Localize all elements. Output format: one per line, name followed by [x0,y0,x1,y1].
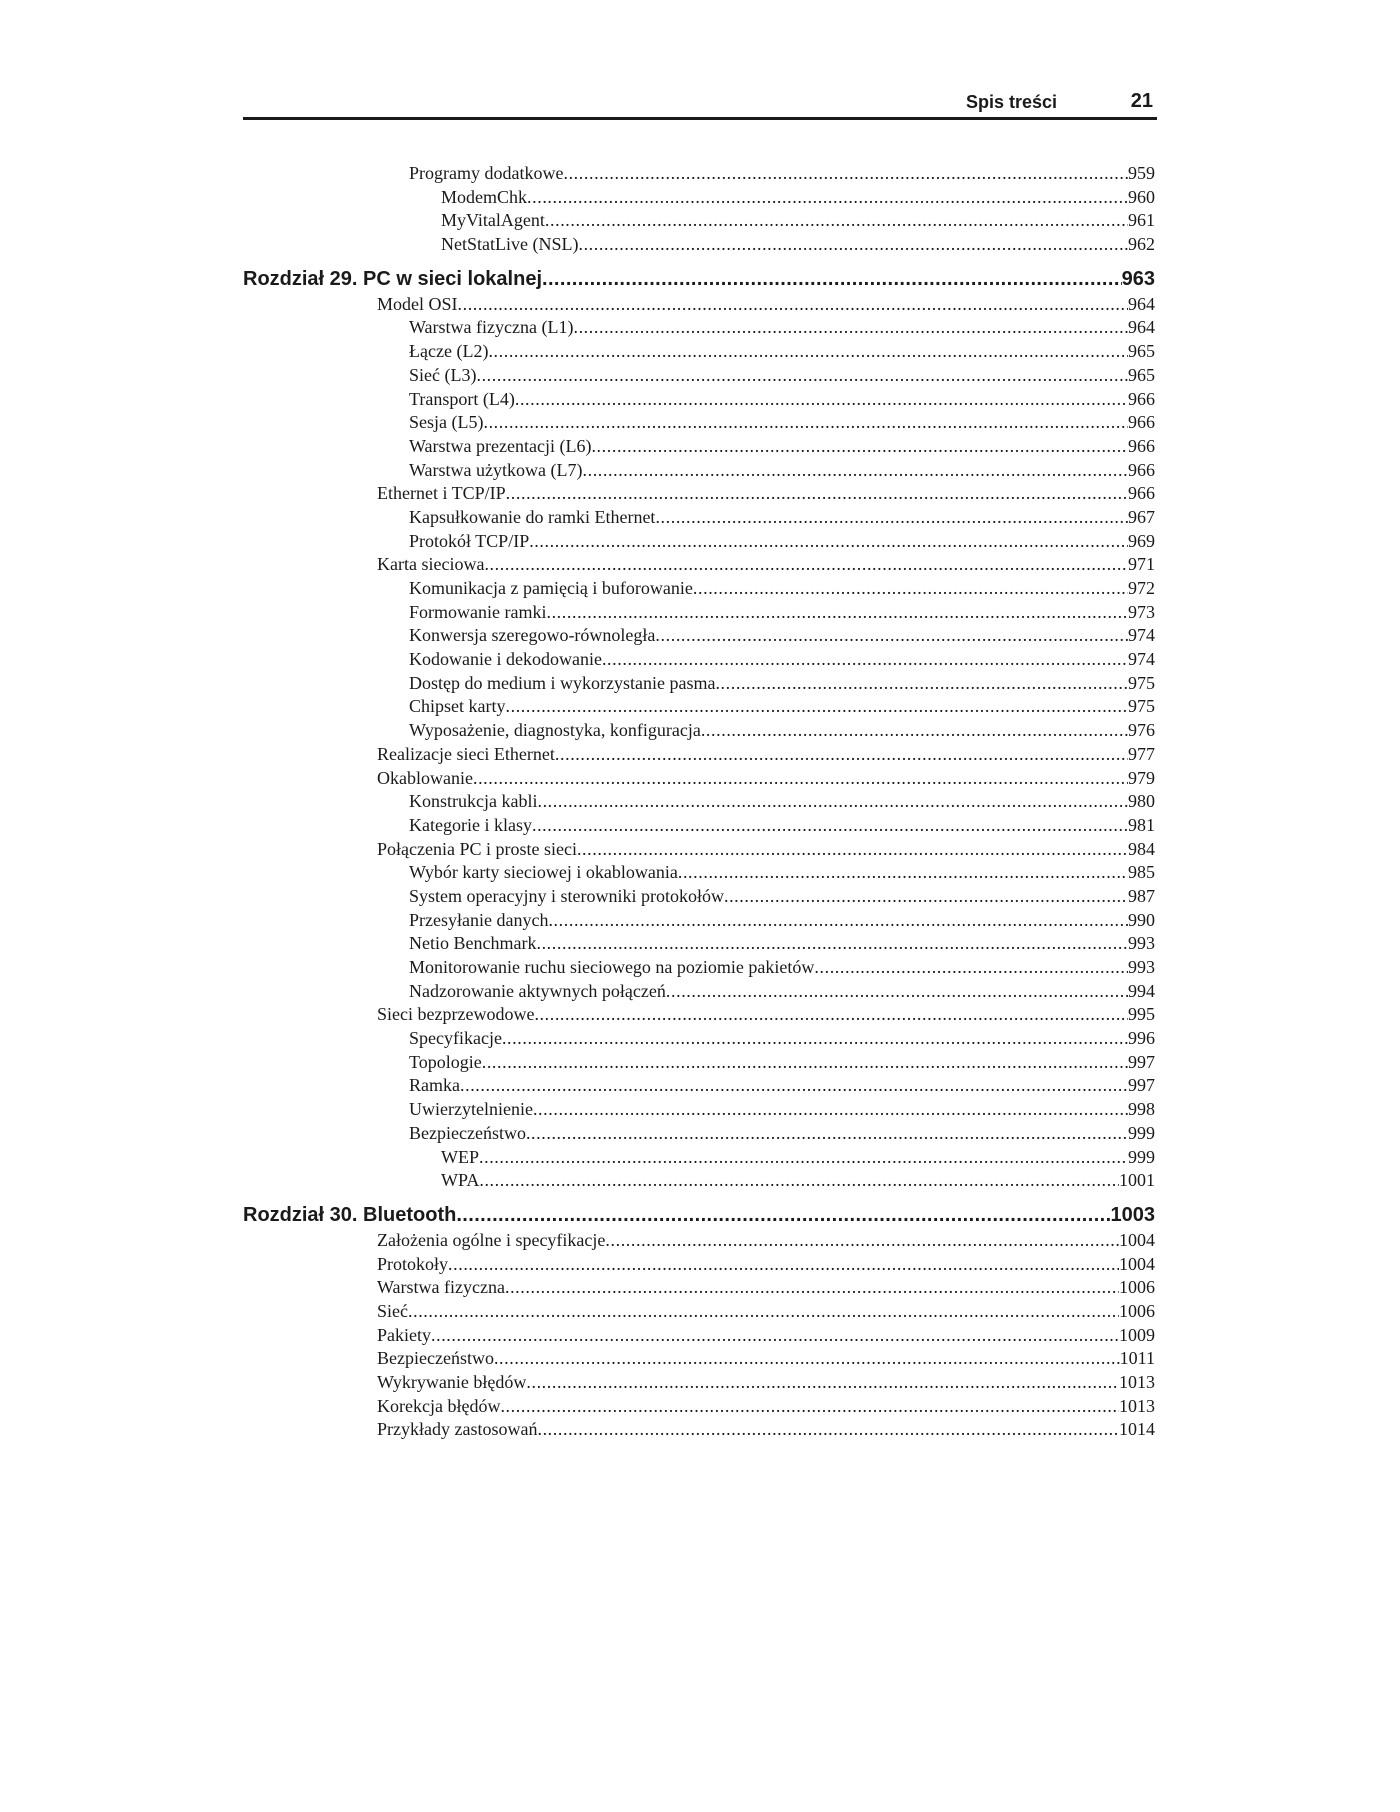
entry-page: 975 [1128,696,1155,717]
entry-title: Protokoły [377,1253,449,1274]
entry-page: 960 [1128,186,1155,207]
toc-entry[interactable] [243,861,1155,885]
toc-entry[interactable] [243,1074,1155,1098]
entry-title: Konwersja szeregowo-równoległa [409,625,656,646]
entry-page: 977 [1128,743,1155,764]
entry-page: 987 [1128,885,1155,906]
dot-leader [537,790,1128,814]
dot-leader [701,719,1128,743]
entry-title: Ethernet i TCP/IP [377,483,506,504]
toc-entry[interactable] [243,1371,1155,1395]
dot-leader [814,956,1128,980]
running-header [243,88,1155,118]
entry-title: Wyposażenie, diagnostyka, konfiguracja [409,720,701,741]
toc-entry[interactable] [243,743,1155,767]
toc-entry[interactable] [243,1418,1155,1442]
dot-leader [548,909,1128,933]
entry-title: Kapsułkowanie do ramki Ethernet [409,506,656,527]
dot-leader [655,624,1128,648]
entry-title: ModemChk [441,186,528,207]
entry-title: Założenia ogólne i specyfikacje [377,1229,606,1250]
entry-page: 985 [1128,862,1155,883]
dot-leader [715,672,1128,696]
entry-title: Warstwa fizyczna [377,1277,505,1298]
toc-entry[interactable] [243,838,1155,862]
entry-title: Pakiety [377,1324,431,1345]
dot-leader [479,1146,1128,1170]
entry-page: 965 [1128,364,1155,385]
dot-leader [545,209,1128,233]
dot-leader [431,1324,1119,1348]
entry-page: 966 [1128,388,1155,409]
entry-page: 1013 [1119,1372,1155,1392]
dot-leader [484,553,1128,577]
entry-page: 980 [1128,791,1155,812]
entry-page: 994 [1128,980,1155,1001]
entry-title: Wybór karty sieciowej i okablowania [409,862,678,883]
entry-page: 1004 [1119,1253,1155,1274]
toc-entry[interactable] [243,1169,1155,1193]
entry-title: NetStatLive (NSL) [441,234,579,255]
dot-leader [527,186,1128,210]
toc-entry[interactable] [243,316,1155,340]
toc-entry[interactable] [243,209,1155,233]
toc-entry[interactable] [243,1324,1155,1348]
entry-page: 959 [1128,163,1155,183]
dot-leader [506,695,1129,719]
entry-title: Transport (L4) [409,388,515,409]
entry-page: 1001 [1119,1170,1155,1191]
toc-entry[interactable] [243,1300,1155,1324]
entry-title: Wykrywanie błędów [377,1372,527,1392]
entry-page: 964 [1128,317,1155,338]
header-page-number: 21 [1130,90,1153,112]
chapter-title: Rozdział 30. Bluetooth [243,1203,457,1226]
dot-leader [460,1074,1128,1098]
entry-title: Uwierzytelnienie [409,1099,533,1120]
entry-title: Chipset karty [409,696,506,717]
dot-leader [546,601,1128,625]
dot-leader [458,293,1129,317]
toc-entry[interactable] [243,1146,1155,1170]
entry-page: 999 [1128,1146,1155,1167]
dot-leader [591,435,1128,459]
toc-entry[interactable] [243,435,1155,459]
dot-leader [602,648,1128,672]
entry-page: 979 [1128,767,1155,788]
entry-title: MyVitalAgent [441,210,545,231]
toc-entry[interactable] [243,814,1155,838]
dot-leader [473,767,1128,791]
entry-title: Topologie [409,1051,482,1072]
toc-entry[interactable] [243,1003,1155,1027]
entry-page: 1011 [1119,1348,1155,1369]
entry-title: WPA [441,1170,480,1191]
entry-page: 1009 [1119,1324,1155,1345]
toc-entry[interactable] [243,162,1155,186]
entry-page: 971 [1128,554,1155,575]
toc-entry[interactable] [243,233,1155,257]
entry-title: Karta sieciowa [377,554,485,575]
dot-leader [583,459,1129,483]
toc-entry[interactable] [243,186,1155,210]
chapter-title: Rozdział 29. PC w sieci lokalnej [243,267,542,290]
entry-page: 1006 [1119,1300,1155,1321]
entry-page: 993 [1128,957,1155,977]
toc-entry[interactable] [243,1229,1155,1253]
entry-page: 1004 [1119,1229,1155,1250]
dot-leader [483,411,1128,435]
entry-title: Monitorowanie ruchu sieciowego na poziomie pakietów [409,957,815,977]
toc-entry[interactable] [243,411,1155,435]
entry-page: 997 [1128,1075,1155,1096]
entry-page: 974 [1128,625,1155,646]
dot-leader [724,885,1128,909]
entry-page: 999 [1128,1122,1155,1143]
entry-title: Netio Benchmark [409,933,537,954]
dot-leader [555,743,1128,767]
toc-entry[interactable] [243,624,1155,648]
entry-title: Kodowanie i dekodowanie [409,649,602,670]
chapter-page: 963 [1121,267,1155,290]
entry-title: Nadzorowanie aktywnych połączeń [409,980,666,1001]
entry-page: 993 [1128,933,1155,954]
entry-title: Warstwa fizyczna (L1) [409,317,574,338]
toc-entry[interactable] [243,1276,1155,1300]
dot-leader [456,1203,1110,1227]
chapter-29-entries [243,293,1155,1193]
entry-page: 996 [1128,1028,1155,1049]
entry-title: Korekcja błędów [377,1395,501,1416]
dot-leader [488,340,1128,364]
entry-title: Komunikacja z pamięcią i buforowanie [409,578,693,598]
toc-entry[interactable] [243,980,1155,1004]
entry-page: 1006 [1119,1277,1155,1298]
dot-leader [534,1003,1128,1027]
entry-page: 973 [1128,601,1155,622]
dot-leader [526,1371,1119,1395]
toc-entry[interactable] [243,1122,1155,1146]
entry-title: Sesja (L5) [409,412,484,433]
header-title: Spis treści [965,92,1057,112]
dot-leader [563,162,1128,186]
entry-title: Specyfikacje [409,1028,502,1049]
entry-page: 974 [1128,649,1155,670]
toc-entry[interactable] [243,956,1155,980]
dot-leader [506,482,1128,506]
dot-leader [494,1347,1120,1371]
entry-page: 967 [1128,506,1155,527]
entry-page: 984 [1128,838,1155,859]
toc-entry[interactable] [243,340,1155,364]
entry-page: 1014 [1119,1419,1155,1440]
entry-page: 966 [1128,459,1155,480]
dot-leader [533,1098,1128,1122]
dot-leader [448,1253,1119,1277]
entry-page: 966 [1128,412,1155,433]
entry-page: 981 [1128,814,1155,835]
entry-title: Bezpieczeństwo [409,1122,526,1143]
toc-entry[interactable] [243,388,1155,412]
entry-title: Protokół TCP/IP [409,530,530,551]
chapter-page: 1003 [1110,1203,1155,1226]
entry-title: Formowanie ramki [409,601,547,622]
entry-title: Konstrukcja kabli [409,791,538,812]
entry-title: System operacyjny i sterowniki protokołów [409,885,724,906]
toc-entry[interactable] [243,885,1155,909]
toc-entry[interactable] [243,1347,1155,1371]
entry-page: 972 [1128,578,1155,598]
dot-leader [482,1051,1128,1075]
toc-entry[interactable] [243,1253,1155,1277]
toc-entry[interactable] [243,767,1155,791]
dot-leader [476,364,1128,388]
dot-leader [515,388,1128,412]
dot-leader [502,1027,1128,1051]
toc-entry[interactable] [243,909,1155,933]
entry-page: 976 [1128,720,1155,741]
entry-title: Połączenia PC i proste sieci [377,838,577,859]
dot-leader [408,1300,1119,1324]
entry-title: WEP [441,1146,479,1167]
dot-leader [542,267,1122,291]
dot-leader [605,1229,1119,1253]
dot-leader [505,1276,1119,1300]
dot-leader [500,1395,1119,1419]
toc-entry[interactable] [243,530,1155,554]
toc-entry[interactable] [243,1098,1155,1122]
entry-page: 995 [1128,1004,1155,1025]
header-rule [243,117,1157,120]
dot-leader [526,1122,1128,1146]
entry-page: 965 [1128,341,1155,362]
entry-page: 1013 [1119,1395,1155,1416]
dot-leader [655,506,1128,530]
toc-entry[interactable] [243,790,1155,814]
entry-page: 961 [1128,210,1155,231]
toc-entry[interactable] [243,364,1155,388]
toc-entry[interactable] [243,459,1155,483]
dot-leader [536,932,1128,956]
entry-title: Sieci bezprzewodowe [377,1004,535,1025]
entry-page: 975 [1128,672,1155,693]
toc-entry[interactable] [243,601,1155,625]
entry-page: 990 [1128,909,1155,930]
toc-entry[interactable] [243,932,1155,956]
entry-title: Ramka [409,1075,460,1096]
entry-page: 969 [1128,530,1155,551]
entry-title: Okablowanie [377,767,473,788]
chapter-30-heading[interactable] [243,1203,1155,1227]
dot-leader [578,233,1128,257]
toc-entry[interactable] [243,506,1155,530]
toc-entry[interactable] [243,577,1155,601]
entry-title: Kategorie i klasy [409,814,532,835]
dot-leader [479,1169,1119,1193]
toc-entry[interactable] [243,672,1155,696]
entry-title: Programy dodatkowe [409,163,564,183]
dot-leader [532,814,1128,838]
dot-leader [529,530,1128,554]
entry-title: Bezpieczeństwo [377,1348,494,1369]
entry-page: 998 [1128,1099,1155,1120]
entry-page: 997 [1128,1051,1155,1072]
entry-title: Łącze (L2) [409,341,489,362]
entry-title: Model OSI [377,293,458,314]
entry-title: Dostęp do medium i wykorzystanie pasma [409,672,716,693]
entry-title: Przykłady zastosowań [377,1419,538,1440]
dot-leader [693,577,1128,601]
entry-title: Przesyłanie danych [409,909,549,930]
entry-title: Sieć [377,1300,408,1321]
intro-entries [243,162,1155,257]
table-of-contents [243,162,1155,1442]
toc-entry[interactable] [243,695,1155,719]
dot-leader [537,1418,1119,1442]
dot-leader [678,861,1128,885]
toc-entry[interactable] [243,1051,1155,1075]
chapter-29-heading[interactable] [243,267,1155,291]
toc-entry[interactable] [243,648,1155,672]
toc-entry[interactable] [243,719,1155,743]
toc-entry[interactable] [243,1395,1155,1419]
entry-title: Sieć (L3) [409,364,477,385]
entry-page: 964 [1128,293,1155,314]
dot-leader [577,838,1128,862]
entry-page: 966 [1128,435,1155,456]
toc-entry[interactable] [243,553,1155,577]
entry-page: 962 [1128,234,1155,255]
entry-page: 966 [1128,483,1155,504]
entry-title: Realizacje sieci Ethernet [377,743,555,764]
toc-entry[interactable] [243,1027,1155,1051]
toc-entry[interactable] [243,293,1155,317]
dot-leader [666,980,1128,1004]
entry-title: Warstwa użytkowa (L7) [409,459,583,480]
entry-title: Warstwa prezentacji (L6) [409,435,592,456]
toc-entry[interactable] [243,482,1155,506]
dot-leader [573,316,1128,340]
chapter-30-entries [243,1229,1155,1442]
